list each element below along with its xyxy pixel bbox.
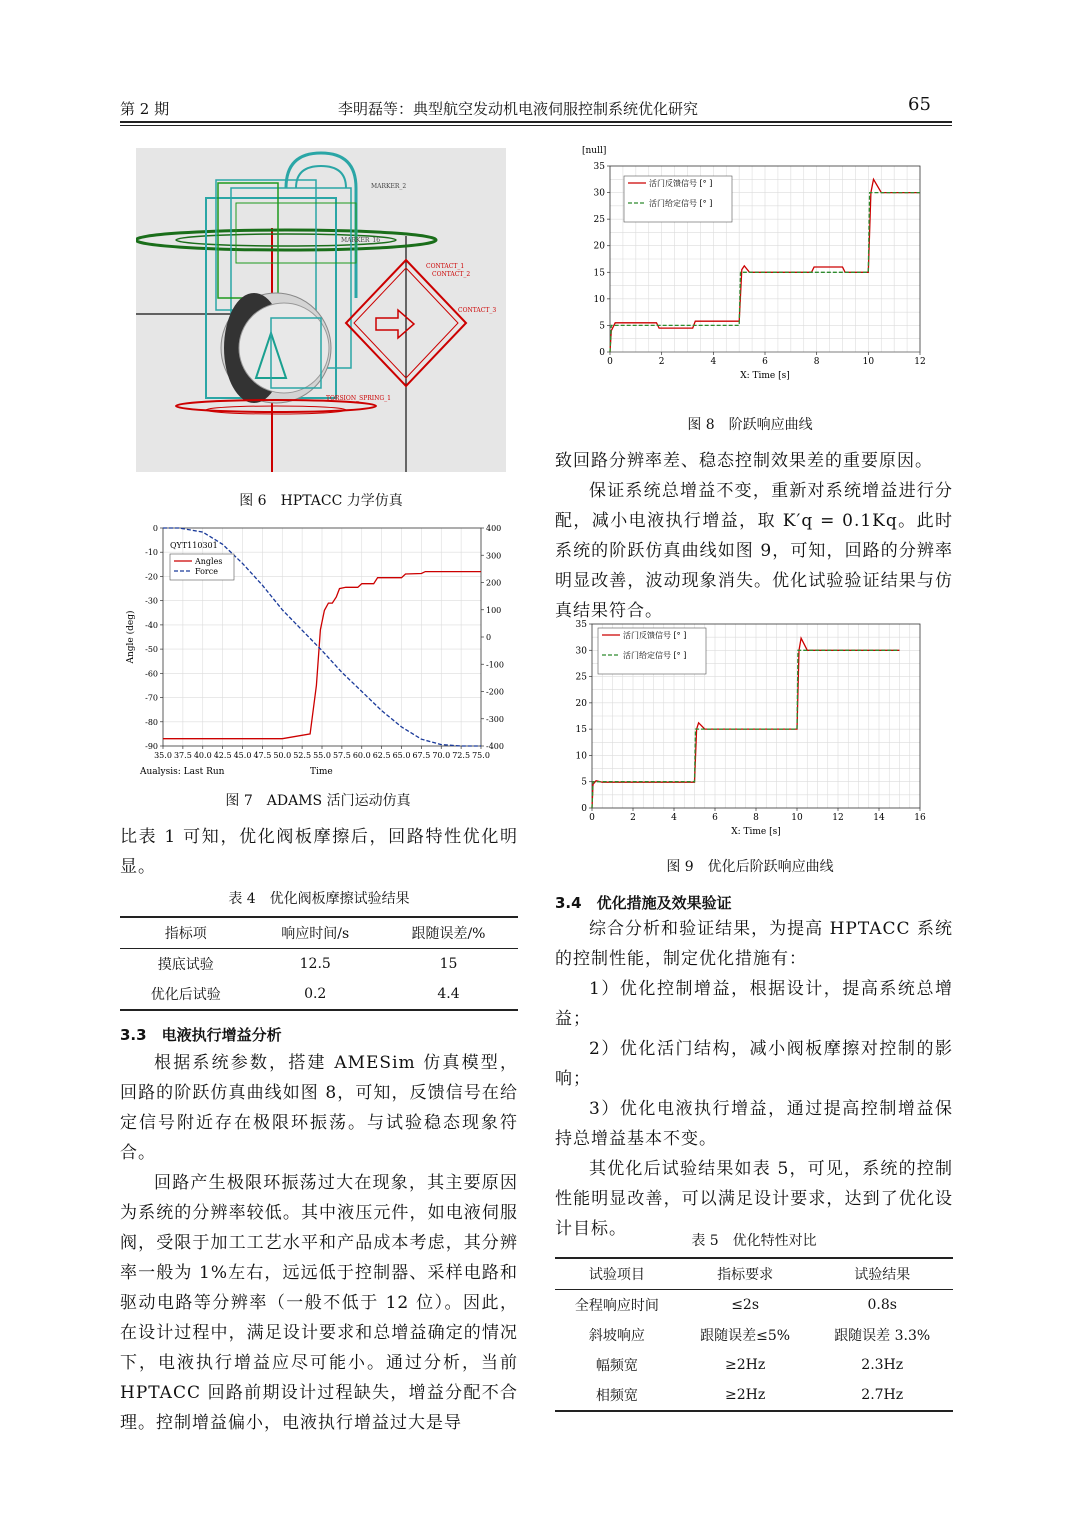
- y-tick-label: 35: [575, 620, 587, 630]
- table-5-header: 试验结果: [811, 1258, 953, 1290]
- table-cell: 4.4: [379, 979, 518, 1010]
- figure-6-drawing: [136, 148, 506, 472]
- table-row: [555, 1290, 953, 1321]
- x-tick-label: 8: [753, 813, 759, 823]
- x-tick-label: 8: [813, 357, 820, 367]
- x-axis-label: X: Time [s]: [731, 827, 781, 837]
- x-tick-label: 42.5: [213, 751, 232, 760]
- legend-label: 活门反馈信号 [° ]: [649, 179, 713, 188]
- table-cell: ≥2Hz: [725, 1357, 766, 1373]
- x-tick-label: 52.5: [293, 751, 312, 760]
- y-tick-label: -30: [145, 596, 158, 606]
- x-tick-label: 57.5: [332, 751, 351, 760]
- x-tick-label: 67.5: [412, 751, 431, 760]
- table-5: [555, 1257, 953, 1412]
- y2-tick-label: -400: [486, 742, 504, 751]
- x-tick-label: 55.0: [313, 751, 331, 760]
- x-tick-label: 12: [832, 813, 844, 823]
- figure-7-caption: 图 7 ADAMS 活门运动仿真: [225, 793, 411, 809]
- x-tick-label: 14: [873, 813, 885, 823]
- y2-tick-label: 200: [486, 578, 502, 588]
- y-tick-label: -70: [145, 693, 158, 703]
- x-tick-label: 16: [914, 813, 926, 823]
- running-header-issue: 第 2 期: [120, 100, 170, 118]
- contact-1-label: CONTACT_1: [426, 263, 465, 270]
- y-tick-label: 5: [581, 777, 587, 788]
- y-tick-label: 15: [593, 268, 605, 279]
- table-row: [120, 949, 518, 980]
- x-axis-label: X: Time [s]: [740, 371, 790, 381]
- y-tick-label: -60: [145, 669, 158, 679]
- x-tick-label: 2: [630, 813, 636, 823]
- fig7-run-label: QYT110301: [170, 541, 218, 550]
- table-cell: 0.8s: [867, 1297, 897, 1313]
- table-4-header: 跟随误差/%: [379, 917, 518, 949]
- table-cell: 摸底试验: [157, 957, 214, 973]
- x-tick-label: 0: [607, 357, 613, 367]
- x-tick-label: 75.0: [472, 751, 490, 760]
- y-axis-label: Angle (deg): [126, 610, 136, 664]
- table-4-header: 指标项: [120, 917, 251, 949]
- table-4-caption: 表 4 优化阀板摩擦试验结果: [228, 891, 410, 907]
- figure-9-chart: [560, 618, 940, 850]
- x-tick-label: 35.0: [154, 751, 172, 760]
- table-cell: 跟随误差 3.3%: [834, 1328, 931, 1344]
- figure-6-caption: 图 6 HPTACC 力学仿真: [239, 493, 403, 509]
- figure-9-caption: 图 9 优化后阶跃响应曲线: [666, 859, 834, 875]
- y-tick-label: 30: [593, 188, 605, 199]
- table-cell: 斜坡响应: [588, 1328, 645, 1344]
- x-tick-label: 0: [589, 813, 595, 823]
- x-tick-label: 65.0: [392, 751, 411, 760]
- x-tick-label: 12: [914, 357, 926, 367]
- table-cell: 跟随误差≤5%: [700, 1328, 791, 1344]
- legend-label: 活门反馈信号 [° ]: [623, 631, 687, 640]
- y-tick-label: 20: [575, 698, 587, 709]
- table-cell: ≤2s: [731, 1297, 760, 1313]
- y-tick-label: -40: [145, 620, 158, 630]
- x-tick-label: 10: [862, 357, 875, 367]
- y-tick-label: 35: [593, 162, 605, 172]
- legend-label: 活门给定信号 [° ]: [623, 651, 687, 660]
- y-tick-label: -80: [145, 717, 158, 727]
- left-paragraph-body: 根据系统参数，搭建 AMESim 仿真模型，回路的阶跃仿真曲线如图 8，可知，反馈信号在给定信号附近存在极限环振荡。与试验稳态现象符合。 回路产生极限环振荡过大在现象，其主要原因为系统的分辨率较低。其中液压元件，如电液伺服阀，受限于加工工艺水平和产品成本考虑，其分辨率一般为 1%左右，远远低于控制器、采样电路和驱动电路等分辨率（一般不低于 12 位）。因此，在设计过程中，满足设计要求和总增益确定的情况下，电液执行增益应尽可能小。通过分析，当前 HPTACC 回路前期设计过程缺失，增益分配不合理。控制增益偏小，电液执行增益过大是导: [120, 1053, 518, 1433]
- fig8-null-label: [null]: [582, 146, 607, 156]
- right-paragraph-top: 致回路分辨率差、稳态控制效果差的重要原因。 保证系统总增益不变，重新对系统增益进行分配，减小电液执行增益，取 K′q = 0.1Kq。此时系统的阶跃仿真曲线如图 9，可知，回路的分辨率明显改善，波动现象消失。优化试验验证结果与仿真结果符合。: [555, 451, 953, 621]
- table-cell: 幅频宽: [595, 1358, 638, 1374]
- x-tick-label: 50.0: [273, 751, 292, 760]
- table-5-header: 指标要求: [679, 1258, 812, 1290]
- legend-label: Force: [195, 567, 218, 576]
- y-tick-label: -50: [145, 645, 158, 655]
- x-tick-label: 72.5: [452, 751, 471, 760]
- x-tick-label: 60.0: [352, 751, 371, 760]
- y-tick-label: 10: [575, 751, 587, 762]
- torsion-spring-label: TORSION_SPRING_1: [326, 395, 391, 402]
- x-tick-label: 37.5: [173, 751, 192, 760]
- table-cell: 优化后试验: [120, 979, 251, 1010]
- table-cell: ≥2Hz: [679, 1380, 812, 1411]
- x-tick-label: 4: [671, 813, 677, 823]
- table-5-header: 试验项目: [555, 1258, 679, 1290]
- legend-label: Angles: [195, 557, 223, 566]
- y-tick-label: 30: [575, 646, 587, 657]
- figure-8-chart: [560, 142, 940, 404]
- y-tick-label: 15: [575, 725, 587, 736]
- x-tick-label: 45.0: [233, 751, 252, 760]
- fig7-footer-left: Aualysis: Last Run: [140, 767, 225, 777]
- page-number: 65: [908, 94, 931, 115]
- header-rule-thick: [120, 121, 952, 123]
- running-header-title: 李明磊等：典型航空发动机电液伺服控制系统优化研究: [338, 100, 699, 118]
- marker-2-label: MARKER_2: [371, 183, 407, 190]
- y2-tick-label: -200: [486, 687, 504, 697]
- x-tick-label: 6: [762, 357, 768, 367]
- table-row: [555, 1320, 953, 1350]
- table-4-header: 响应时间/s: [251, 917, 379, 949]
- y2-tick-label: 300: [486, 551, 502, 561]
- y-tick-label: 0: [581, 804, 587, 814]
- y-tick-label: 10: [593, 294, 605, 305]
- header-rule-thin: [120, 125, 952, 126]
- table-row: [555, 1350, 953, 1380]
- x-tick-label: 70.0: [432, 751, 451, 760]
- y-tick-label: -90: [145, 742, 158, 751]
- table-cell: 12.5: [299, 956, 331, 972]
- figure-7-chart: [118, 518, 518, 778]
- table-cell: 15: [439, 956, 458, 972]
- x-tick-label: 4: [710, 357, 717, 367]
- table-cell: 全程响应时间: [574, 1298, 659, 1314]
- marker-16-label: MARKER_16: [341, 237, 381, 244]
- x-tick-label: 10: [791, 813, 803, 823]
- section-3-4-heading: 3.4 优化措施及效果验证: [555, 894, 732, 912]
- x-tick-label: 6: [712, 813, 718, 823]
- contact-2-label: CONTACT_2: [432, 271, 471, 278]
- x-tick-label: 40.0: [193, 751, 212, 760]
- y-tick-label: 0: [152, 524, 158, 533]
- y-tick-label: 25: [575, 672, 587, 683]
- y-tick-label: 5: [599, 321, 605, 332]
- y2-tick-label: 0: [486, 633, 492, 642]
- y2-tick-label: -300: [486, 714, 504, 724]
- figure-8-caption: 图 8 阶跃响应曲线: [687, 417, 813, 433]
- figure-6-mechanics-render: [136, 148, 506, 472]
- x-tick-label: 62.5: [372, 751, 391, 760]
- section-3-3-heading: 3.3 电液执行增益分析: [120, 1026, 282, 1044]
- contact-3-label: CONTACT_3: [458, 307, 497, 314]
- y-tick-label: 25: [593, 215, 605, 226]
- table-4: [120, 916, 518, 1011]
- table-5-caption: 表 5 优化特性对比: [691, 1233, 817, 1249]
- y2-tick-label: 400: [486, 524, 502, 533]
- y2-tick-label: -100: [486, 660, 504, 670]
- left-paragraph-1: 比表 1 可知，优化阀板摩擦后，回路特性优化明显。: [120, 827, 518, 877]
- y-tick-label: -10: [145, 548, 158, 558]
- legend-label: 活门给定信号 [° ]: [649, 199, 713, 208]
- y-tick-label: 20: [593, 241, 605, 252]
- x-tick-label: 47.5: [253, 751, 272, 760]
- table-cell: 0.2: [251, 979, 379, 1010]
- table-row: [555, 1380, 953, 1411]
- table-cell: 2.3Hz: [861, 1357, 904, 1373]
- y-tick-label: 0: [599, 348, 605, 358]
- x-tick-label: 2: [658, 357, 665, 367]
- table-cell: 2.7Hz: [811, 1380, 953, 1411]
- right-paragraph-body: 综合分析和验证结果，为提高 HPTACC 系统的控制性能，制定优化措施有： 1）优化控制增益，根据设计，提高系统总增益； 2）优化活门结构，减小阀板摩擦对控制的影响； 3）优化电液执行增益，通过提高控制增益保持总增益基本不变。 其优化后试验结果如表 5，可见，系统的控制性能明显改善，可以满足设计要求，达到了优化设计目标。: [555, 919, 953, 1239]
- fig7-footer-time: Time: [310, 767, 333, 777]
- table-row: [120, 979, 518, 1010]
- table-cell: 相频宽: [555, 1380, 679, 1411]
- y2-tick-label: 100: [486, 605, 502, 615]
- y-tick-label: -20: [145, 572, 158, 582]
